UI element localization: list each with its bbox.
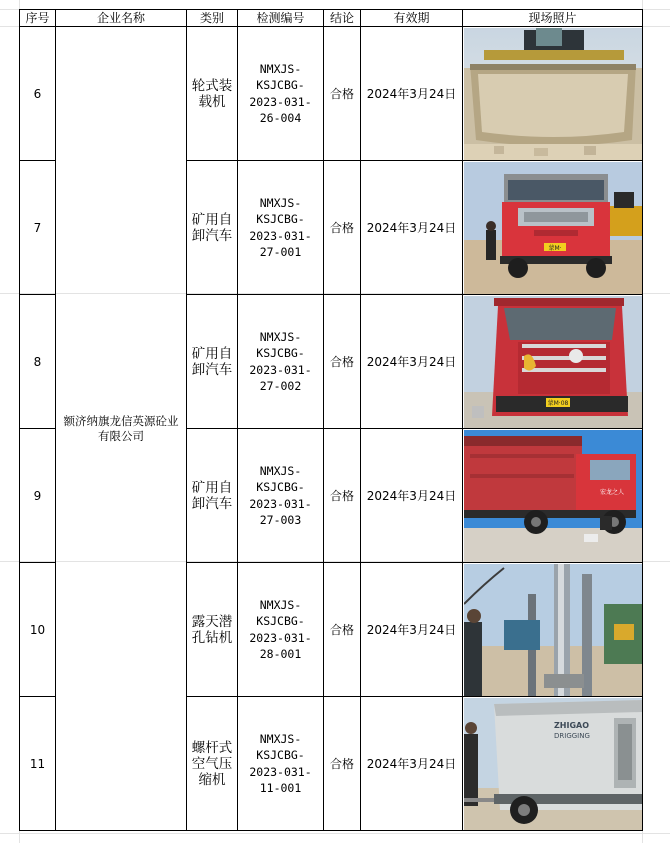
drill-rig-photo bbox=[464, 564, 642, 696]
truck-plate-text: 蒙M· bbox=[547, 244, 562, 252]
type-cell bbox=[187, 161, 238, 295]
table-header-row bbox=[20, 10, 643, 27]
dump-truck-photo bbox=[464, 162, 642, 294]
code-cell bbox=[238, 563, 324, 697]
code-label: NMXJS- KSJCBG- 2023-031- 27-001 bbox=[249, 195, 312, 259]
conclusion-cell: 合格 bbox=[324, 697, 361, 831]
conclusion-cell: 合格 bbox=[324, 295, 361, 429]
type-label: 矿用自卸汽车 bbox=[191, 211, 233, 244]
type-cell bbox=[187, 295, 238, 429]
truck-door-text: 宏龙之人 bbox=[599, 488, 624, 496]
code-label: NMXJS- KSJCBG- 2023-031- 27-002 bbox=[249, 329, 312, 393]
code-label: NMXJS- KSJCBG- 2023-031- 28-001 bbox=[249, 597, 312, 661]
validity-cell: 2024年3月24日 bbox=[361, 563, 463, 697]
photo-cell bbox=[463, 563, 643, 697]
validity-cell: 2024年3月24日 bbox=[361, 429, 463, 563]
type-label: 矿用自卸汽车 bbox=[191, 479, 233, 512]
truck-plate-text: 蒙M·08 bbox=[547, 399, 568, 407]
header-code: 检测编号 bbox=[238, 10, 324, 27]
conclusion-cell: 合格 bbox=[324, 161, 361, 295]
code-cell bbox=[238, 429, 324, 563]
code-cell bbox=[238, 295, 324, 429]
air-compressor-photo bbox=[464, 698, 642, 830]
code-label: NMXJS- KSJCBG- 2023-031- 11-001 bbox=[249, 731, 312, 795]
conclusion-cell: 合格 bbox=[324, 563, 361, 697]
wheel-loader-photo bbox=[464, 28, 642, 160]
photo-cell bbox=[463, 161, 643, 295]
code-label: NMXJS- KSJCBG- 2023-031- 26-004 bbox=[249, 61, 312, 125]
header-validity: 有效期 bbox=[361, 10, 463, 27]
header-type: 类别 bbox=[187, 10, 238, 27]
type-cell bbox=[187, 429, 238, 563]
header-seq: 序号 bbox=[20, 10, 56, 27]
dump-truck-side-photo bbox=[464, 430, 642, 562]
company-cell bbox=[56, 27, 187, 831]
type-cell bbox=[187, 563, 238, 697]
type-label: 轮式装载机 bbox=[191, 77, 233, 110]
header-conclusion: 结论 bbox=[324, 10, 361, 27]
conclusion-cell: 合格 bbox=[324, 27, 361, 161]
photo-cell bbox=[463, 295, 643, 429]
code-cell bbox=[238, 161, 324, 295]
table-row bbox=[20, 27, 643, 161]
conclusion-cell: 合格 bbox=[324, 429, 361, 563]
type-cell bbox=[187, 697, 238, 831]
validity-cell: 2024年3月24日 bbox=[361, 27, 463, 161]
compressor-brand-text: DRIGGING bbox=[553, 731, 590, 740]
seq-cell: 10 bbox=[20, 563, 56, 697]
type-label: 螺杆式空气压缩机 bbox=[191, 739, 233, 788]
validity-cell: 2024年3月24日 bbox=[361, 697, 463, 831]
compressor-brand-text: ZHIGAO bbox=[553, 720, 589, 730]
code-label: NMXJS- KSJCBG- 2023-031- 27-003 bbox=[249, 463, 312, 527]
header-photo: 现场照片 bbox=[463, 10, 643, 27]
dump-truck-photo bbox=[464, 296, 642, 428]
company-name: 额济纳旗龙信英源砼业有限公司 bbox=[63, 413, 179, 443]
seq-cell: 11 bbox=[20, 697, 56, 831]
type-cell bbox=[187, 27, 238, 161]
photo-cell bbox=[463, 697, 643, 831]
code-cell bbox=[238, 697, 324, 831]
seq-cell: 9 bbox=[20, 429, 56, 563]
type-label: 露天潜孔钻机 bbox=[191, 613, 233, 646]
type-label: 矿用自卸汽车 bbox=[191, 345, 233, 378]
photo-cell bbox=[463, 429, 643, 563]
gridline bbox=[0, 833, 670, 834]
code-cell bbox=[238, 27, 324, 161]
seq-cell: 7 bbox=[20, 161, 56, 295]
header-company: 企业名称 bbox=[56, 10, 187, 27]
validity-cell: 2024年3月24日 bbox=[361, 295, 463, 429]
photo-cell bbox=[463, 27, 643, 161]
seq-cell: 6 bbox=[20, 27, 56, 161]
seq-cell: 8 bbox=[20, 295, 56, 429]
inspection-table bbox=[19, 9, 643, 831]
validity-cell: 2024年3月24日 bbox=[361, 161, 463, 295]
